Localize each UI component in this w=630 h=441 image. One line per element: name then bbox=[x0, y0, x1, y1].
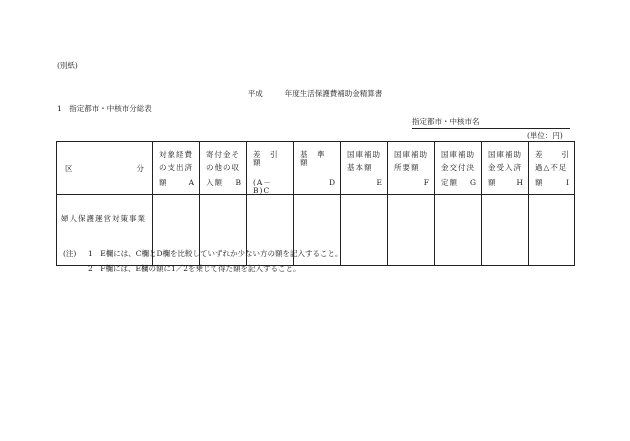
note-2-text: 2 F欄には、E欄の額に1／2を乗じて得た額を記入すること。 bbox=[88, 264, 301, 273]
header-i-line1-right: 引 bbox=[561, 150, 570, 159]
header-c bbox=[247, 142, 294, 195]
kubun-left: 区 bbox=[65, 164, 73, 173]
header-b-line1: 寄付金そ bbox=[206, 150, 240, 159]
city-name-field[interactable]: 指定都市・中核市名 bbox=[412, 118, 570, 129]
header-e-code: E bbox=[376, 178, 382, 187]
header-f-line2: 所要額 bbox=[394, 163, 420, 172]
header-a-code: A bbox=[188, 178, 194, 187]
header-h-line1: 国庫補助 bbox=[488, 150, 522, 159]
note-1 bbox=[63, 250, 343, 258]
header-g-code: G bbox=[470, 178, 476, 187]
settlement-table bbox=[56, 141, 575, 266]
header-h-line2: 金受入済 bbox=[488, 163, 522, 172]
header-a-line2: の支出済 bbox=[159, 163, 193, 172]
header-f bbox=[388, 142, 435, 195]
header-i bbox=[529, 142, 575, 195]
header-g-line2: 金交付決 bbox=[441, 163, 475, 172]
header-b-line3: 入額 bbox=[206, 178, 223, 187]
header-a-line3: 額 bbox=[159, 178, 168, 187]
header-kubun bbox=[57, 142, 153, 195]
header-b bbox=[200, 142, 247, 195]
title-text: 年度生活保護費補助金精算書 bbox=[284, 89, 383, 98]
header-e-line1: 国庫補助 bbox=[347, 150, 381, 159]
document-title bbox=[0, 90, 630, 98]
header-b-line2: の他の収 bbox=[206, 163, 240, 172]
header-i-line3: 額 bbox=[535, 178, 544, 187]
header-e-line2: 基本額 bbox=[347, 163, 373, 172]
note-1-text: 1 E欄には、C欄とD欄を比較していずれか少ない方の額を記入すること。 bbox=[88, 249, 343, 258]
title-era: 平成 bbox=[247, 89, 263, 98]
header-h-line3: 額 bbox=[488, 178, 497, 187]
header-f-line1: 国庫補助 bbox=[394, 150, 428, 159]
cell-h[interactable] bbox=[482, 195, 529, 266]
header-d bbox=[294, 142, 341, 195]
attachment-label: (別紙) bbox=[57, 61, 78, 70]
cell-e[interactable] bbox=[341, 195, 388, 266]
header-e bbox=[341, 142, 388, 195]
header-f-code: F bbox=[423, 178, 429, 187]
header-a-line1: 対象経費 bbox=[159, 150, 193, 159]
note-2 bbox=[88, 265, 301, 273]
header-b-code: B bbox=[235, 178, 241, 187]
header-h bbox=[482, 142, 529, 195]
header-c-line3: (A－B)C bbox=[253, 178, 272, 195]
cell-f[interactable] bbox=[388, 195, 435, 266]
header-row bbox=[57, 142, 575, 195]
header-i-line2: 過△不足 bbox=[535, 163, 568, 172]
header-g bbox=[435, 142, 482, 195]
header-d-line1: 基 準 額 bbox=[300, 150, 334, 167]
row-label: 婦人保護運営対策事業 bbox=[57, 195, 153, 266]
cell-i[interactable] bbox=[529, 195, 575, 266]
unit-label: (単位：円) bbox=[527, 131, 563, 140]
header-d-code: D bbox=[328, 178, 335, 187]
cell-g[interactable] bbox=[435, 195, 482, 266]
header-g-line3: 定額 bbox=[441, 178, 458, 187]
note-label: (注) bbox=[63, 249, 77, 258]
header-i-code: I bbox=[566, 178, 569, 187]
header-i-line1-left: 差 bbox=[535, 150, 544, 159]
header-c-line1: 差 引 額 bbox=[253, 150, 287, 167]
header-i-line1 bbox=[535, 151, 570, 159]
section-heading: 1 指定都市・中核市分総表 bbox=[57, 104, 152, 113]
header-h-code: H bbox=[516, 178, 523, 187]
header-a bbox=[153, 142, 200, 195]
header-g-line1: 国庫補助 bbox=[441, 150, 475, 159]
kubun-right: 分 bbox=[136, 164, 144, 173]
